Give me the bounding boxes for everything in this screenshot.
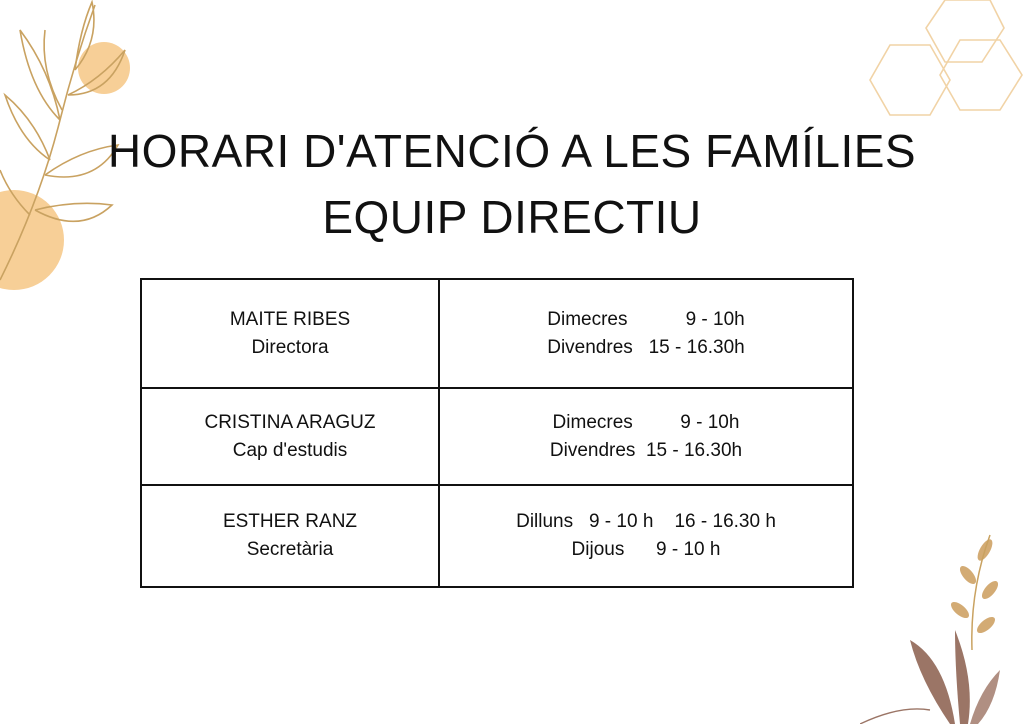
staff-cell	[141, 279, 439, 388]
honeycomb-decoration-top-right	[860, 0, 1024, 135]
staff-cell	[141, 388, 439, 485]
schedule-line: Divendres 15 - 16.30h	[547, 336, 745, 358]
table-row	[141, 485, 853, 587]
title-block	[0, 118, 1024, 250]
staff-role: Directora	[251, 336, 329, 358]
page-title: HORARI D'ATENCIÓ A LES FAMÍLIES	[107, 125, 917, 177]
leaf-decoration-bottom-right	[860, 530, 1024, 724]
schedule-line: Dimecres 9 - 10h	[552, 411, 740, 433]
schedule-line: Dilluns 9 - 10 h 16 - 16.30 h	[516, 511, 776, 532]
table-row	[141, 388, 853, 485]
staff-role: Cap d'estudis	[232, 439, 348, 461]
staff-name: ESTHER RANZ	[222, 511, 358, 532]
page-subtitle: EQUIP DIRECTIU	[322, 191, 702, 243]
schedule-cell	[439, 485, 853, 587]
table-row	[141, 279, 853, 388]
schedule-line: Divendres 15 - 16.30h	[549, 439, 743, 461]
schedule-table	[140, 278, 854, 588]
staff-name: CRISTINA ARAGUZ	[204, 411, 376, 433]
staff-role: Secretària	[246, 539, 334, 560]
schedule-line: Dijous 9 - 10 h	[571, 539, 721, 560]
schedule-line: Dimecres 9 - 10h	[547, 308, 745, 330]
staff-cell	[141, 485, 439, 587]
schedule-cell	[439, 388, 853, 485]
peach-circle-decoration	[78, 42, 130, 94]
staff-name: MAITE RIBES	[229, 308, 351, 330]
schedule-cell	[439, 279, 853, 388]
